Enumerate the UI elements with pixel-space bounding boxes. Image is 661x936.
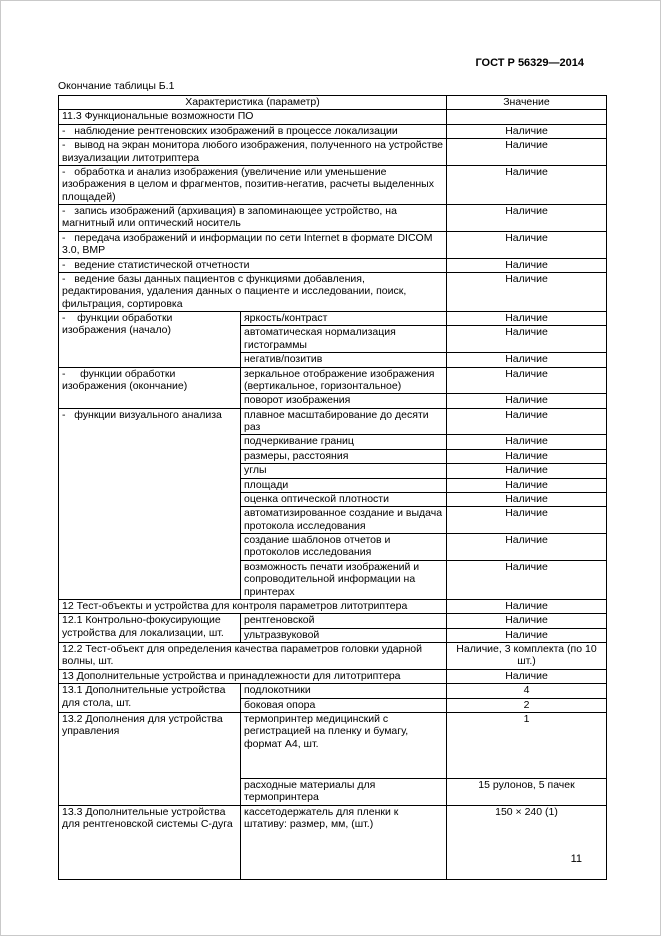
document-standard-number: ГОСТ Р 56329—2014 (475, 57, 584, 69)
table-row (59, 312, 607, 326)
table-body (59, 110, 607, 879)
sub-item-cell: яркость/контраст (241, 312, 447, 326)
sub-item-cell: плавное масштабирование до десяти раз (241, 408, 447, 435)
value-cell: Наличие (447, 435, 607, 449)
table-header-row (59, 96, 607, 110)
sub-item-cell: зеркальное отображение изображения (вертикальное, горизонтальное) (241, 367, 447, 394)
sub-item-cell: поворот изображения (241, 394, 447, 408)
characteristic-cell: 13 Дополнительные устройства и принадлежности для литотриптера (59, 669, 447, 683)
table-caption: Окончание таблицы Б.1 (58, 80, 175, 92)
value-cell: Наличие (447, 478, 607, 492)
value-cell: Наличие (447, 614, 607, 628)
table-row (59, 231, 607, 258)
group-label-cell: - функции визуального анализа (59, 408, 241, 599)
sub-item-cell: подлокотники (241, 684, 447, 698)
characteristic-cell: 12.2 Тест-объект для определения качества параметров головки ударной волны, шт. (59, 643, 447, 670)
value-cell: Наличие (447, 367, 607, 394)
sub-item-cell: ультразвуковой (241, 628, 447, 642)
group-label-cell: 12.1 Контрольно-фокусирующие устройства для локализации, шт. (59, 614, 241, 643)
table-row (59, 124, 607, 138)
value-cell: Наличие (447, 492, 607, 506)
value-cell: Наличие (447, 231, 607, 258)
characteristic-cell: - ведение базы данных пациентов с функциями добавления, редактирования, удаления данных о пациенте и исследовании, поиск, фильтрация, сортировка (59, 272, 447, 311)
sub-item-cell: расходные материалы для термопринтера (241, 778, 447, 805)
characteristic-cell: 11.3 Функциональные возможности ПО (59, 110, 447, 124)
value-cell: Наличие (447, 449, 607, 463)
value-cell: Наличие (447, 534, 607, 561)
table-row (59, 367, 607, 394)
group-label-cell: - функции обработки изображения (окончание) (59, 367, 241, 408)
sub-item-cell: термопринтер медицинский с регистрацией на пленку и бумагу, формат А4, шт. (241, 712, 447, 778)
characteristic-cell: - обработка и анализ изображения (увеличение или уменьшение изображения в целом и фрагментов, позитив-негатив, расчеты выделенных площадей) (59, 165, 447, 204)
table-row (59, 165, 607, 204)
characteristic-cell: - передача изображений и информации по сети Internet в формате DICOM 3.0, BMP (59, 231, 447, 258)
sub-item-cell: рентгеновской (241, 614, 447, 628)
value-cell: Наличие (447, 464, 607, 478)
sub-item-cell: углы (241, 464, 447, 478)
column-header-value: Значение (447, 96, 607, 110)
group-label-cell: 13.1 Дополнительные устройства для стола, шт. (59, 684, 241, 713)
value-cell: Наличие (447, 205, 607, 232)
sub-item-cell: оценка оптической плотности (241, 492, 447, 506)
value-cell: Наличие (447, 560, 607, 599)
table-row (59, 712, 607, 778)
group-label-cell: - функции обработки изображения (начало) (59, 312, 241, 368)
value-cell: Наличие, 3 комплекта (по 10 шт.) (447, 643, 607, 670)
sub-item-cell: создание шаблонов отчетов и протоколов исследования (241, 534, 447, 561)
sub-item-cell: размеры, расстояния (241, 449, 447, 463)
group-label-cell: 13.2 Дополнения для устройства управления (59, 712, 241, 805)
page-number: 11 (570, 853, 582, 865)
table-row (59, 599, 607, 613)
table-row (59, 258, 607, 272)
sub-item-cell: автоматическая нормализация гистограммы (241, 326, 447, 353)
characteristic-cell: - ведение статистической отчетности (59, 258, 447, 272)
value-cell: Наличие (447, 312, 607, 326)
sub-item-cell: боковая опора (241, 698, 447, 712)
sub-item-cell: негатив/позитив (241, 353, 447, 367)
sub-item-cell: возможность печати изображений и сопроводительной информации на принтерах (241, 560, 447, 599)
table-row (59, 205, 607, 232)
sub-item-cell: кассетодержатель для пленки к штативу: размер, мм, (шт.) (241, 805, 447, 879)
sub-item-cell: подчеркивание границ (241, 435, 447, 449)
table-row (59, 684, 607, 698)
value-cell: 2 (447, 698, 607, 712)
characteristic-cell: - вывод на экран монитора любого изображения, полученного на устройстве визуализации литотриптера (59, 139, 447, 166)
value-cell: Наличие (447, 507, 607, 534)
table-row (59, 139, 607, 166)
sub-item-cell: автоматизированное создание и выдача протокола исследования (241, 507, 447, 534)
value-cell (447, 110, 607, 124)
value-cell: 1 (447, 712, 607, 778)
table-row (59, 272, 607, 311)
table-row (59, 614, 607, 628)
value-cell: Наличие (447, 258, 607, 272)
value-cell: 4 (447, 684, 607, 698)
table-row (59, 805, 607, 879)
characteristic-cell: - наблюдение рентгеновских изображений в процессе локализации (59, 124, 447, 138)
characteristic-cell: - запись изображений (архивация) в запоминающее устройство, на магнитный или оптический носитель (59, 205, 447, 232)
group-label-cell: 13.3 Дополнительные устройства для рентгеновской системы С-дуга (59, 805, 241, 879)
value-cell: 15 рулонов, 5 пачек (447, 778, 607, 805)
value-cell: 150 × 240 (1) (447, 805, 607, 879)
value-cell: Наличие (447, 353, 607, 367)
value-cell: Наличие (447, 599, 607, 613)
value-cell: Наличие (447, 272, 607, 311)
value-cell: Наличие (447, 408, 607, 435)
table-row (59, 669, 607, 683)
characteristic-cell: 12 Тест-объекты и устройства для контроля параметров литотриптера (59, 599, 447, 613)
value-cell: Наличие (447, 124, 607, 138)
value-cell: Наличие (447, 139, 607, 166)
column-header-characteristic: Характеристика (параметр) (59, 96, 447, 110)
table-row (59, 408, 607, 435)
value-cell: Наличие (447, 394, 607, 408)
value-cell: Наличие (447, 628, 607, 642)
table-row (59, 643, 607, 670)
spec-table (58, 95, 607, 880)
value-cell: Наличие (447, 165, 607, 204)
sub-item-cell: площади (241, 478, 447, 492)
value-cell: Наличие (447, 669, 607, 683)
value-cell: Наличие (447, 326, 607, 353)
table-row (59, 110, 607, 124)
